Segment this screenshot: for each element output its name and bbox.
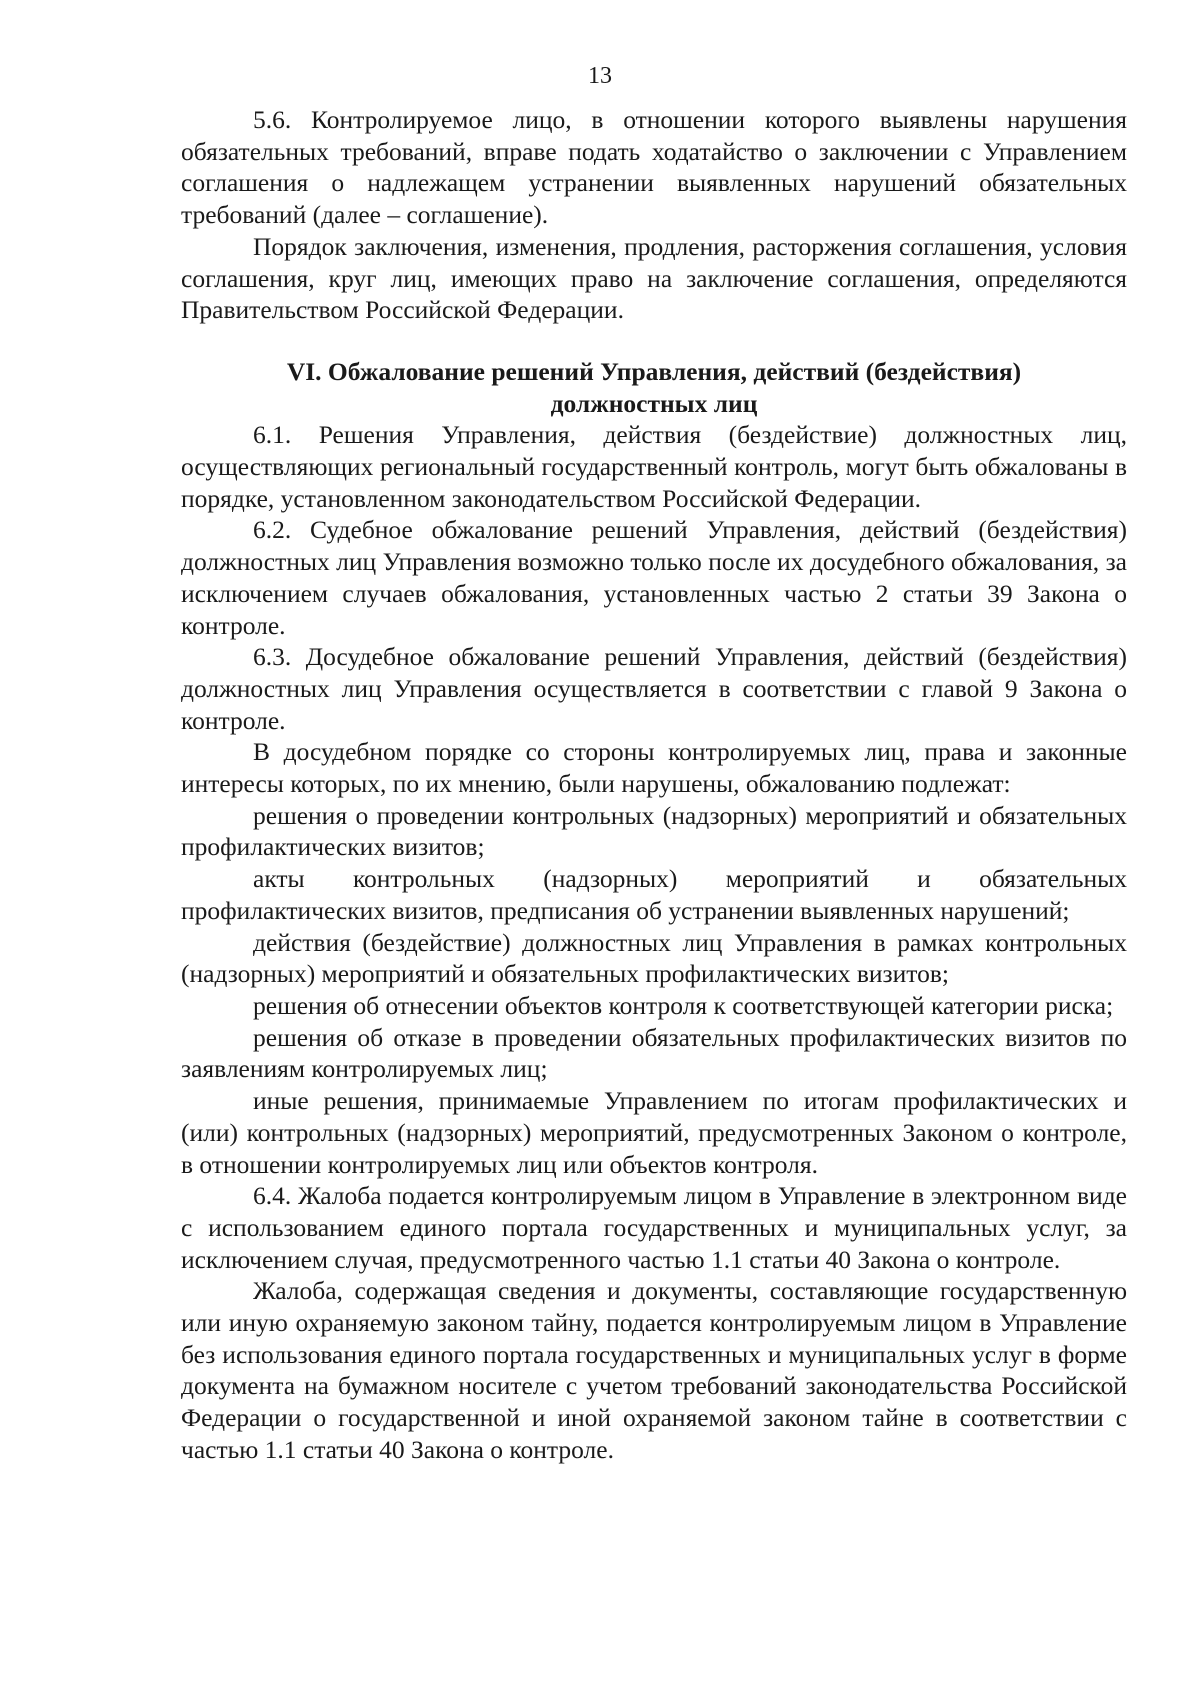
paragraph-secret-complaint: Жалоба, содержащая сведения и документы, составляющие государственную или иную охраняемую законом тайну, подается контролируемым лицом в Управление без использования единого портала государственных и муниципальных услуг в форме документа на бумажном носителе с учетом требований законодательства Российской Федерации о государственной и иной охраняемой законом тайне в соответствии с частью 1.1 статьи 40 Закона о контроле.	[181, 1276, 1127, 1464]
paragraph-pretrial-order: В досудебном порядке со стороны контролируемых лиц, права и законные интересы которых, по их мнению, были нарушены, обжалованию подлежат:	[181, 737, 1127, 799]
page-number: 13	[588, 63, 612, 89]
section-heading-line-2: должностных лиц	[550, 388, 758, 418]
list-item-refusal-decisions: решения об отказе в проведении обязательных профилактических визитов по заявлениям контролируемых лиц;	[181, 1022, 1127, 1084]
paragraph-6-1: 6.1. Решения Управления, действия (бездействие) должностных лиц, осуществляющих региональный государственный контроль, могут быть обжалованы в порядке, установленном законодательством Российской Федерации.	[181, 420, 1127, 513]
section-heading	[181, 356, 1127, 419]
list-item-actions-of-officials: действия (бездействие) должностных лиц Управления в рамках контрольных (надзорных) мероприятий и обязательных профилактических визитов;	[181, 927, 1127, 989]
list-item-acts: акты контрольных (надзорных) мероприятий и обязательных профилактических визитов, предписания об устранении выявленных нарушений;	[181, 864, 1127, 925]
list-item-risk-category: решения об отнесении объектов контроля к соответствующей категории риска;	[253, 990, 1114, 1020]
paragraph-6-3: 6.3. Досудебное обжалование решений Управления, действий (бездействия) должностных лиц Управления осуществляется в соответствии с главой 9 Закона о контроле.	[181, 642, 1127, 735]
paragraph-6-2: 6.2. Судебное обжалование решений Управления, действий (бездействия) должностных лиц Управления возможно только после их досудебного обжалования, за исключением случаев обжалования, установленных частью 2 статьи 39 Закона о контроле.	[181, 515, 1127, 640]
paragraph-6-4: 6.4. Жалоба подается контролируемым лицом в Управление в электронном виде с использованием единого портала государственных и муниципальных услуг, за исключением случая, предусмотренного частью 1.1 статьи 40 Закона о контроле.	[181, 1181, 1127, 1274]
document-body	[181, 104, 1127, 1466]
paragraph-5-6: 5.6. Контролируемое лицо, в отношении которого выявлены нарушения обязательных требований, вправе подать ходатайство о заключении с Управлением соглашения о надлежащем устранении выявленных нарушений обязательных требований (далее – соглашение).	[181, 105, 1127, 230]
paragraph-agreement-procedure: Порядок заключения, изменения, продления, расторжения соглашения, условия соглашения, круг лиц, имеющих право на заключение соглашения, определяются Правительством Российской Федерации.	[181, 231, 1127, 325]
section-heading-line-1: VI. Обжалование решений Управления, действий (бездействия)	[286, 356, 1022, 386]
list-item-decisions-on-events: решения о проведении контрольных (надзорных) мероприятий и обязательных профилактических визитов;	[181, 800, 1127, 862]
list-item-other-decisions: иные решения, принимаемые Управлением по итогам профилактических и (или) контрольных (надзорных) мероприятий, предусмотренных Законом о контроле, в отношении контролируемых лиц или объектов контроля.	[181, 1086, 1127, 1179]
